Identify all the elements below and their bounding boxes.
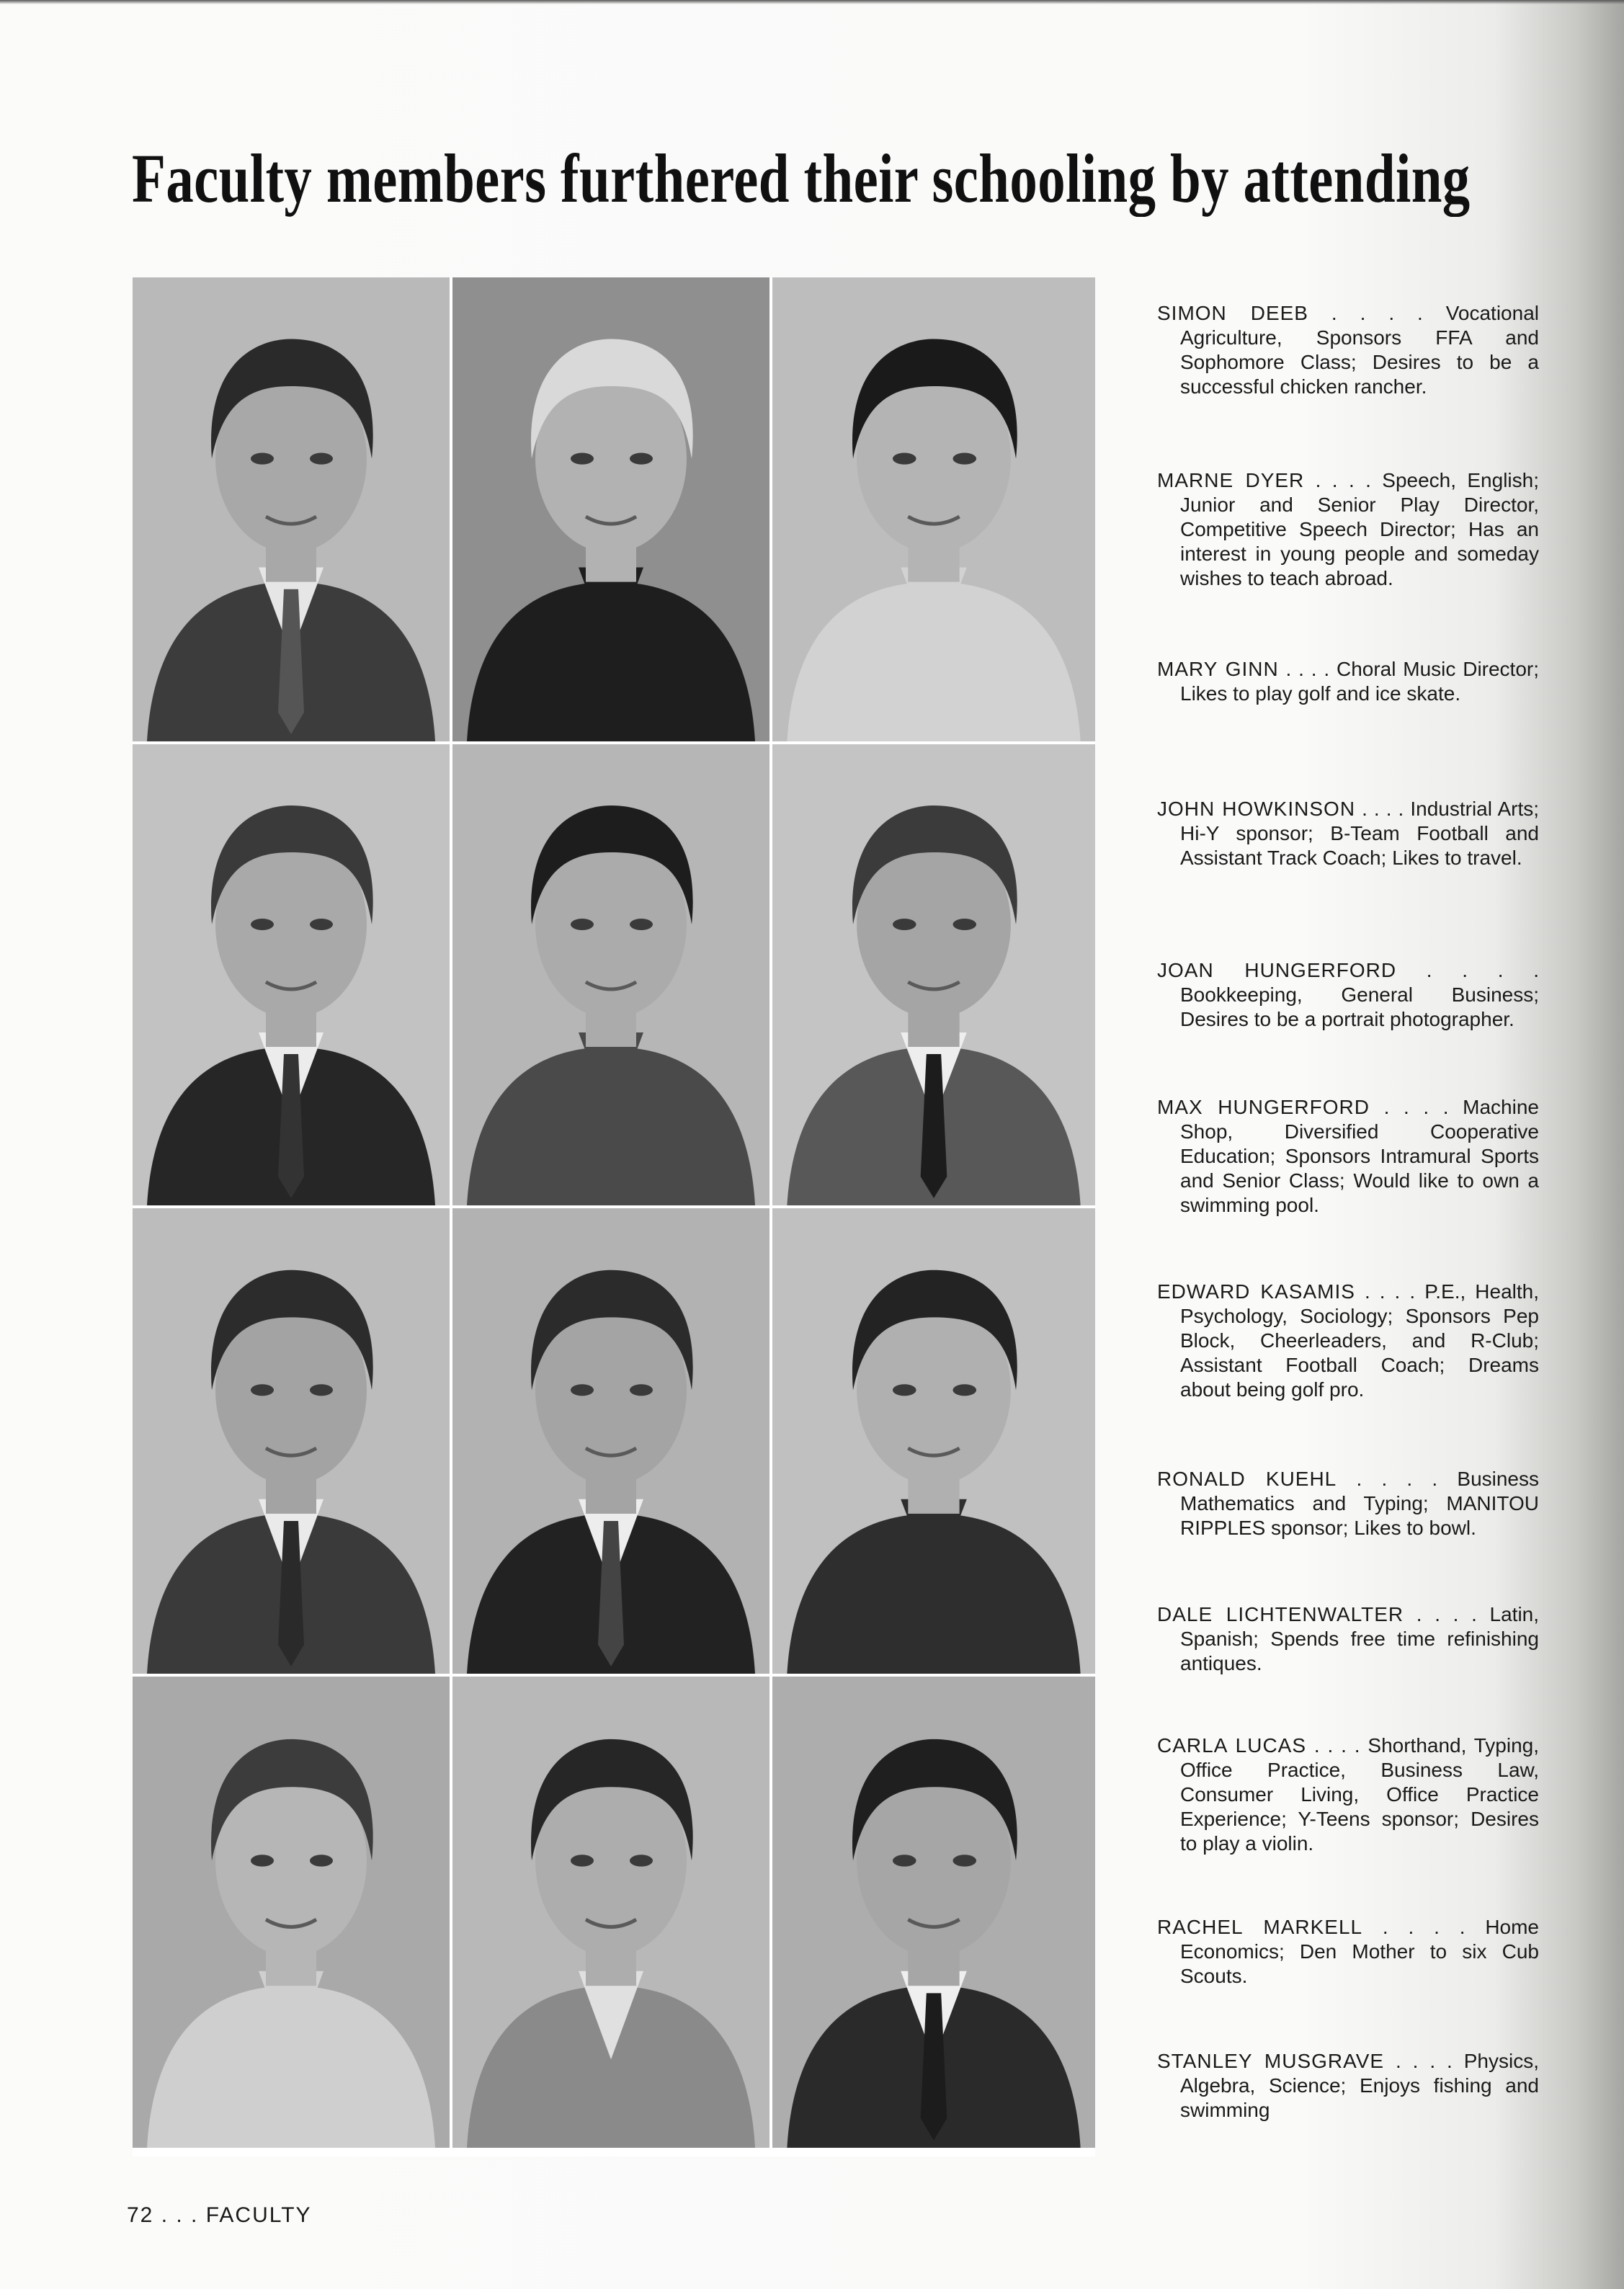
faculty-name: RACHEL MARKELL [1157, 1916, 1363, 1938]
faculty-bio: MARY GINN . . . . Choral Music Director; Likes to play golf and ice skate. [1157, 658, 1540, 705]
faculty-description: Vocational Agriculture, Sponsors FFA and Sophomore Class; Desires to be a successful chicken rancher. [1180, 302, 1539, 398]
faculty-description: Home Economics; Den Mother to six Cub Scouts. [1180, 1916, 1540, 1987]
faculty-bio: JOHN HOWKINSON . . . . Industrial Arts; Hi-Y sponsor; B-Team Football and Assistant Track Coach; Likes to travel. [1157, 798, 1540, 869]
faculty-description: P.E., Health, Psychology, Sociology; Sponsors Pep Block, Cheerleaders, and R-Club; Assistant Football Coach; Dreams about being golf pro. [1180, 1280, 1540, 1401]
portrait-photo [133, 277, 450, 741]
faculty-name: RONALD KUEHL [1157, 1468, 1337, 1490]
portrait-photo [133, 1208, 450, 1674]
faculty-photo-grid [133, 277, 1095, 2156]
faculty-description: Physics, Algebra, Science; Enjoys fishing and swimming [1180, 2050, 1539, 2121]
faculty-name: STANLEY MUSGRAVE [1157, 2050, 1385, 2072]
page-edge-shadow [0, 0, 1624, 4]
page-footer: 72 . . . FACULTY [127, 2203, 312, 2227]
faculty-portrait [772, 744, 1095, 1205]
faculty-portrait [452, 744, 769, 1205]
faculty-portrait [133, 1208, 450, 1674]
faculty-name: JOHN HOWKINSON [1157, 798, 1356, 820]
faculty-portrait [772, 277, 1095, 741]
faculty-description: Shorthand, Typing, Office Practice, Business Law, Consumer Living, Office Practice Experience; Y-Teens sponsor; Desires to play a violin. [1180, 1734, 1540, 1855]
portrait-photo [772, 744, 1095, 1205]
portrait-photo [452, 277, 769, 741]
faculty-name: MARNE DYER [1157, 469, 1305, 491]
faculty-portrait [133, 277, 450, 741]
faculty-bio: CARLA LUCAS . . . . Shorthand, Typing, Office Practice, Business Law, Consumer Living, Office Practice Experience; Y-Teens sponsor; Desires to play a violin. [1157, 1734, 1540, 1855]
faculty-description: Machine Shop, Diversified Cooperative Education; Sponsors Intramural Sports and Senior Class; Would like to own a swimming pool. [1180, 1096, 1539, 1216]
portrait-photo [772, 1677, 1095, 2148]
portrait-photo [772, 277, 1095, 741]
faculty-name: MAX HUNGERFORD [1157, 1096, 1370, 1118]
faculty-portrait [772, 1677, 1095, 2148]
portrait-photo [133, 744, 450, 1205]
faculty-portrait [452, 1677, 769, 2148]
faculty-bio: RACHEL MARKELL . . . . Home Economics; Den Mother to six Cub Scouts. [1157, 1916, 1540, 1987]
faculty-description: Speech, English; Junior and Senior Play Director, Competitive Speech Director; Has an interest in young people and someday wishes to teach abroad. [1180, 469, 1539, 589]
faculty-description: Industrial Arts; Hi-Y sponsor; B-Team Football and Assistant Track Coach; Likes to travel. [1180, 798, 1540, 869]
faculty-description: Latin, Spanish; Spends free time refinishing antiques. [1180, 1603, 1540, 1674]
faculty-portrait [772, 1208, 1095, 1674]
faculty-bio: JOAN HUNGERFORD . . . . Bookkeeping, General Business; Desires to be a portrait photographer. [1157, 959, 1539, 1030]
faculty-bio: EDWARD KASAMIS . . . . P.E., Health, Psychology, Sociology; Sponsors Pep Block, Cheerleaders, and R-Club; Assistant Football Coach; Dreams about being golf pro. [1157, 1280, 1540, 1401]
faculty-bio: DALE LICHTENWALTER . . . . Latin, Spanish; Spends free time refinishing antiques. [1157, 1603, 1540, 1674]
portrait-photo [133, 1677, 450, 2148]
faculty-description: Business Mathematics and Typing; MANITOU RIPPLES sponsor; Likes to bowl. [1180, 1468, 1540, 1539]
faculty-bio: RONALD KUEHL . . . . Business Mathematics and Typing; MANITOU RIPPLES sponsor; Likes to bowl. [1157, 1468, 1540, 1539]
faculty-bio: SIMON DEEB . . . . Vocational Agriculture, Sponsors FFA and Sophomore Class; Desires to be a successful chicken rancher. [1157, 302, 1539, 398]
portrait-photo [452, 1208, 769, 1674]
faculty-bio: STANLEY MUSGRAVE . . . . Physics, Algebra, Science; Enjoys fishing and swimming [1157, 2050, 1539, 2121]
faculty-name: DALE LICHTENWALTER [1157, 1603, 1404, 1625]
faculty-bio: MAX HUNGERFORD . . . . Machine Shop, Diversified Cooperative Education; Sponsors Intramural Sports and Senior Class; Would like to own a swimming pool. [1157, 1096, 1539, 1216]
page-number: 72 [127, 2203, 154, 2227]
faculty-portrait [133, 1677, 450, 2148]
faculty-name: SIMON DEEB [1157, 302, 1308, 324]
faculty-name: MARY GINN [1157, 658, 1279, 680]
faculty-portrait [452, 1208, 769, 1674]
portrait-photo [772, 1208, 1095, 1674]
faculty-portrait [133, 744, 450, 1205]
faculty-name: EDWARD KASAMIS [1157, 1280, 1355, 1303]
portrait-photo [452, 744, 769, 1205]
portrait-photo [452, 1677, 769, 2148]
page-headline: Faculty members furthered their schooling by attending [132, 140, 1471, 217]
faculty-portrait [452, 277, 769, 741]
faculty-bio: MARNE DYER . . . . Speech, English; Junior and Senior Play Director, Competitive Speech Director; Has an interest in young people and someday wishes to teach abroad. [1157, 469, 1539, 589]
faculty-description: Bookkeeping, General Business; Desires to be a portrait photographer. [1180, 983, 1539, 1030]
faculty-name: CARLA LUCAS [1157, 1734, 1307, 1757]
section-label: FACULTY [205, 2203, 312, 2227]
faculty-description: Choral Music Director; Likes to play golf and ice skate. [1180, 658, 1540, 705]
faculty-name: JOAN HUNGERFORD [1157, 959, 1397, 981]
